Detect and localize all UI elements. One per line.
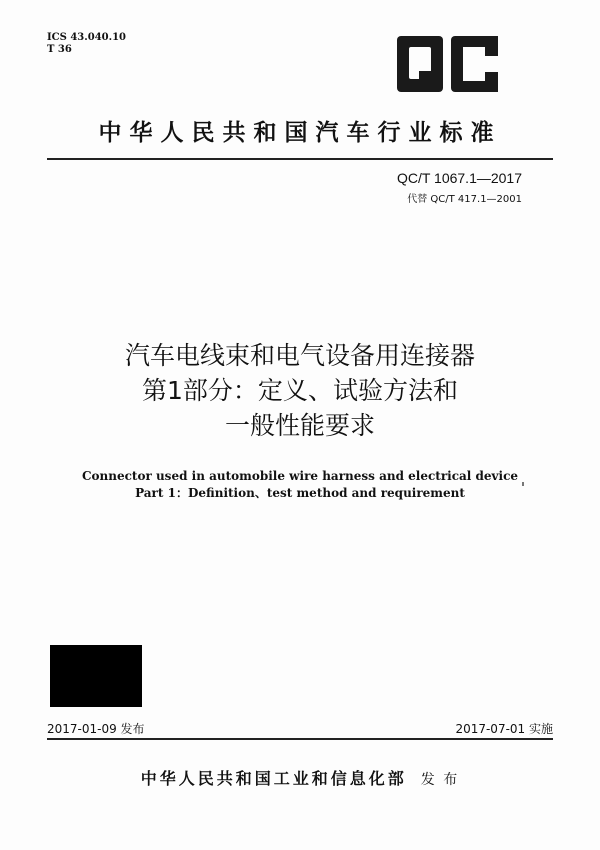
bottom-divider	[47, 738, 553, 740]
replaces-standard: 代替 QC/T 417.1—2001	[407, 194, 522, 205]
chinese-title-line-3: 一般性能要求	[224, 411, 375, 440]
standard-number: QC/T 1067.1—2017	[396, 170, 522, 186]
implementation-date: 2017-07-01 实施	[455, 722, 553, 736]
ccs-code: T 36	[47, 44, 72, 55]
classification-codes	[47, 32, 126, 56]
chinese-title	[0, 338, 600, 443]
chinese-title-line-2: 第1部分：定义、试验方法和	[142, 376, 458, 405]
scan-speck	[522, 482, 524, 486]
english-title	[0, 468, 600, 502]
standard-type-title: 中华人民共和国汽车行业标准	[98, 119, 502, 146]
redaction-block	[50, 645, 142, 707]
publisher-name: 中华人民共和国工业和信息化部	[140, 769, 407, 788]
chinese-title-line-1: 汽车电线束和电气设备用连接器	[124, 341, 475, 370]
issue-date: 2017-01-09 发布	[47, 722, 145, 736]
ics-code: ICS 43.040.10	[47, 32, 127, 43]
date-row	[47, 720, 553, 738]
top-divider	[47, 158, 553, 160]
publisher	[0, 766, 600, 789]
qc-logo	[397, 36, 498, 92]
english-title-line-1: Connector used in automobile wire harness and electrical device	[81, 469, 519, 483]
publish-action: 发 布	[420, 772, 460, 788]
english-title-line-2: Part 1：Definition、test method and requirement	[135, 486, 465, 500]
